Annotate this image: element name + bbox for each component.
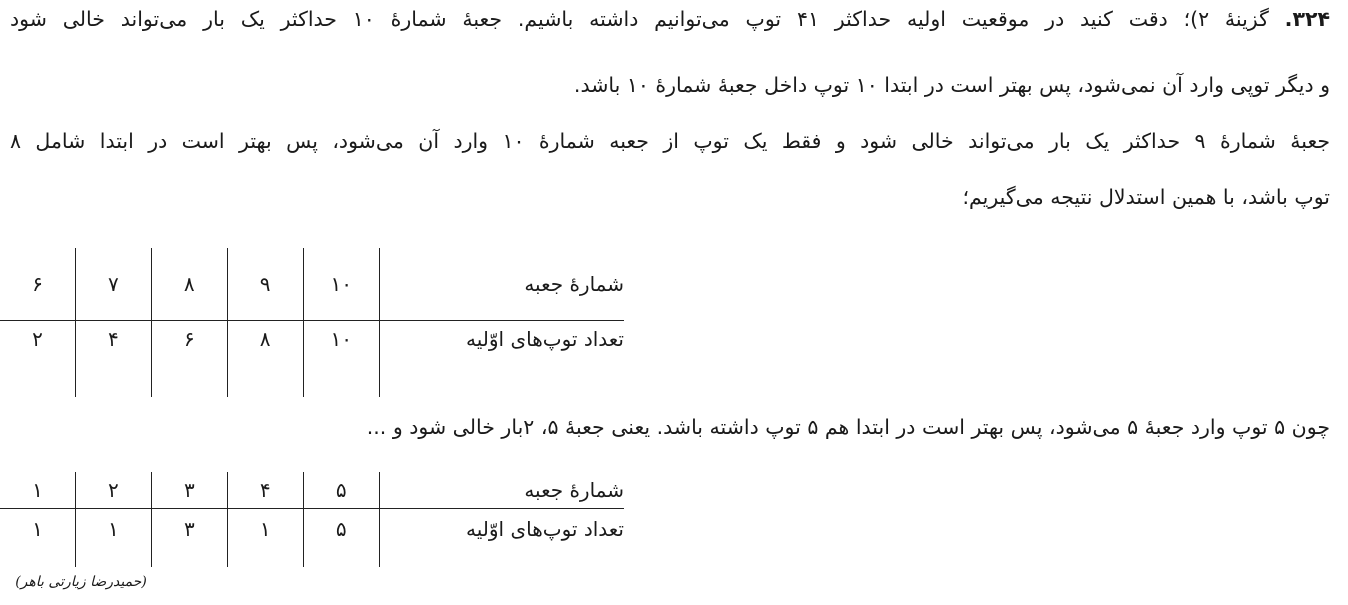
paragraph-line-4: توپ باشد، با همین استدلال نتیجه می‌گیریم؛ <box>962 185 1330 209</box>
table-cell: ۱۰ <box>303 321 379 398</box>
table-cell: ۲ <box>75 472 151 509</box>
table-row-initial-balls <box>0 321 624 398</box>
table-cell: ۷ <box>75 248 151 321</box>
table-cell: ۵ <box>303 509 379 568</box>
paragraph-line-1 <box>10 2 1330 36</box>
table-cell: ۶ <box>151 321 227 398</box>
table-cell: ۱ <box>0 472 75 509</box>
table-cell: ۹ <box>227 248 303 321</box>
table-cell: ۱ <box>75 509 151 568</box>
table-cell: ۱ <box>32 517 43 541</box>
table-cell: ۶ <box>0 248 75 321</box>
paragraph-line-2: و دیگر توپی وارد آن نمی‌شود، پس بهتر است در ابتدا ۱۰ توپ داخل جعبهٔ شمارهٔ ۱۰ باشد. <box>573 73 1330 97</box>
table-cell: ۵ <box>303 472 379 509</box>
table-cell: ۳ <box>151 472 227 509</box>
table-cell: ۱ <box>227 509 303 568</box>
table-cell: ۸ <box>227 321 303 398</box>
paragraph-line-5: چون ۵ توپ وارد جعبهٔ ۵ می‌شود، پس بهتر است در ابتدا هم ۵ توپ داشته باشد. یعنی جعبهٔ ۵، ۲بار خالی شود و ... <box>366 415 1330 439</box>
table-initial-balls-2 <box>0 472 624 567</box>
table-row-box-number <box>0 248 624 321</box>
row-label-box-number: شمارهٔ جعبه <box>379 472 624 509</box>
paragraph-line-1-text: گزینهٔ ۲)؛ دقت کنید در موقعیت اولیه حداکثر ۴۱ توپ می‌توانیم داشته باشیم. جعبهٔ شمارهٔ ۱۰ حداکثر یک بار می‌تواند خالی شود <box>10 7 1285 31</box>
table-cell: ۱۰ <box>303 248 379 321</box>
table-cell: ۸ <box>151 248 227 321</box>
table-cell: ۲ <box>32 327 43 351</box>
table-cell: ۴ <box>227 472 303 509</box>
row-label-box-number: شمارهٔ جعبه <box>379 248 624 321</box>
table-row-box-number <box>0 472 624 509</box>
row-label-initial-balls: تعداد توپ‌های اوّلیه <box>379 321 624 398</box>
paragraph-line-3: جعبهٔ شمارهٔ ۹ حداکثر یک بار می‌تواند خالی شود و فقط یک توپ از جعبه شمارهٔ ۱۰ وارد آن می‌شود، پس بهتر است در ابتدا شامل ۸ <box>10 129 1331 153</box>
table-cell: ۳ <box>151 509 227 568</box>
question-number: ۳۲۴. <box>1284 7 1331 31</box>
table-cell: ۴ <box>75 321 151 398</box>
author-credit: (حمیدرضا زیارتی باهر) <box>15 574 147 590</box>
table-row-initial-balls <box>0 509 624 568</box>
row-label-initial-balls: تعداد توپ‌های اوّلیه <box>379 509 624 568</box>
table-initial-balls-1 <box>0 248 624 397</box>
